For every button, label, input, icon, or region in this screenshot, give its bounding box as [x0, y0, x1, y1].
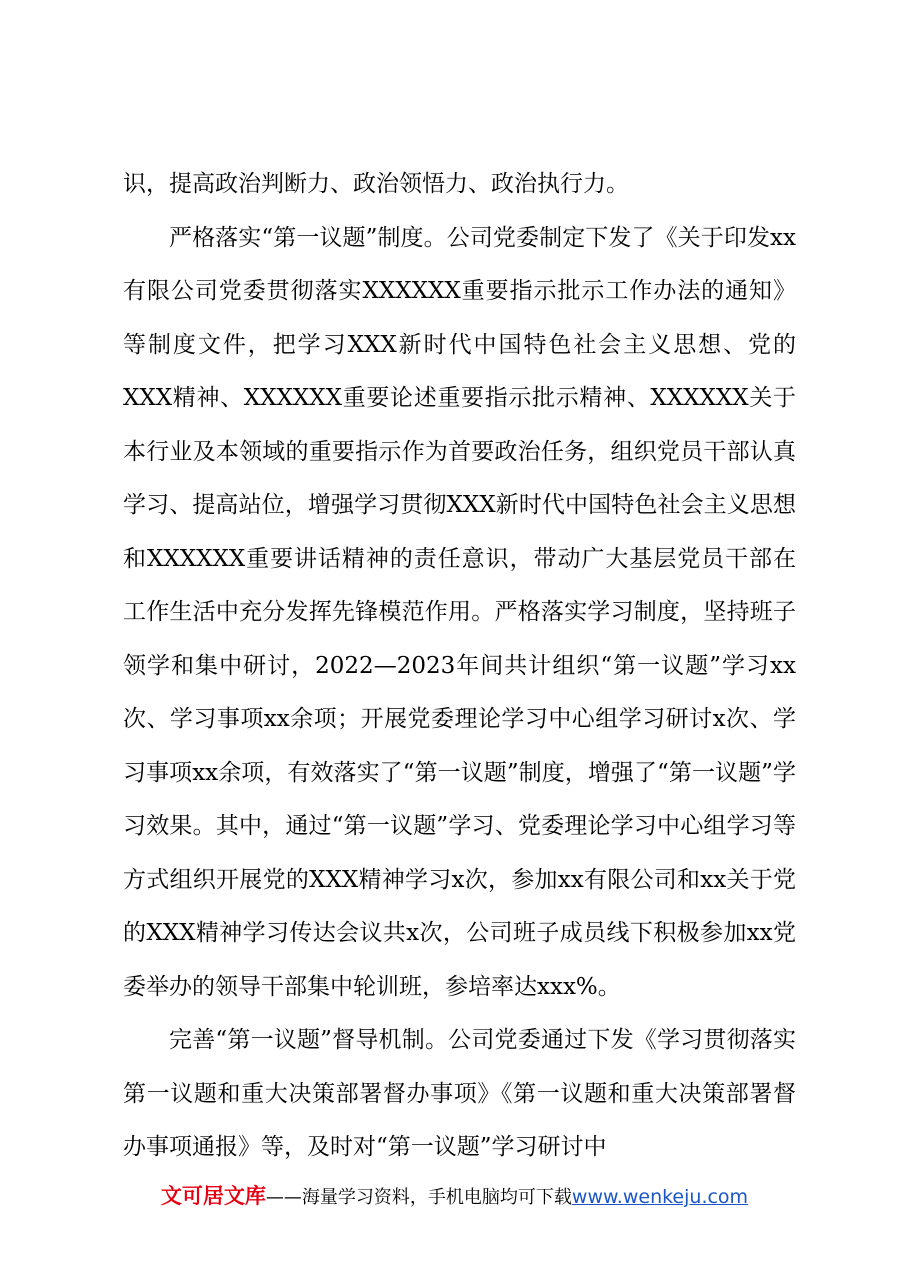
text-line: 中国特色社会主义思想和XXXXXX重要讲话精神的责任意识， — [123, 492, 797, 572]
text-line: 严格落实“第一议题”制度。公司党委制定下发了《关于 — [169, 224, 724, 251]
text-line: 通过“第一议题”学习、党委理论学习中心组学习等方式组织 — [123, 813, 796, 893]
paragraph-supervision-mechanism — [123, 1014, 796, 1175]
text-line: 决策部署督办事项通报》等，及时对“第一议题”学习研讨中 — [123, 1080, 796, 1160]
footer-tagline: ——海量学习资料，手机电脑均可下载 — [265, 1187, 572, 1208]
text-line: 组织党员干部认真学习、提高站位，增强学习贯彻XXX新时代 — [123, 438, 797, 518]
document-body — [123, 158, 796, 1175]
footer-banner — [0, 1180, 909, 1214]
footer-website-link[interactable]: www.wenkeju.com — [571, 1186, 749, 1208]
paragraph-continuation — [123, 158, 796, 212]
text-line: 彻落实第一议题和重大决策部署督办事项》《第一议题和重大 — [123, 1027, 796, 1107]
text-line: 思想、党的XXX精神、XXXXXX重要论述重要指示批示精神、 — [123, 331, 797, 411]
text-line: 实了“第一议题”制度，增强了“第一议题”学习效果。其中， — [123, 759, 796, 839]
footer-brand: 文可居文库 — [160, 1184, 266, 1208]
text-line: 间共计组织“第一议题”学习xx次、学习事项xx余项；开展 — [123, 652, 796, 732]
text-line: 识，提高政治判断力、政治领悟力、政治执行力。 — [123, 171, 629, 197]
text-line: 开展党的XXX精神学习x次，参加xx有限公司和xx关于党的 — [123, 866, 797, 946]
text-line: 党委举办的领导干部集中轮训班，参培率达xxx%。 — [123, 920, 797, 1000]
text-line: 法的通知》等制度文件，把学习XXX新时代中国特色社会主义 — [123, 278, 796, 358]
text-line: 党委理论学习中心组学习研讨x次、学习事项xx余项，有效落 — [123, 706, 796, 786]
paragraph-first-topic-system — [123, 212, 796, 1015]
text-line: 带动广大基层党员干部在工作生活中充分发挥先锋模范作用。 — [123, 545, 796, 625]
text-line: XXX精神学习传达会议共x次，公司班子成员线下积极参加xx — [146, 920, 773, 946]
text-line: 严格落实学习制度，坚持班子领学和集中研讨，2022—2023年 — [123, 599, 797, 679]
text-line: 印发xx有限公司党委贯彻落实XXXXXX重要指示批示工作办 — [123, 224, 796, 304]
text-line: 完善“第一议题”督导机制。公司党委通过下发《学习贯 — [169, 1027, 727, 1053]
text-line: XXXXXX关于本行业及本领域的重要指示作为首要政治任务， — [123, 385, 796, 465]
